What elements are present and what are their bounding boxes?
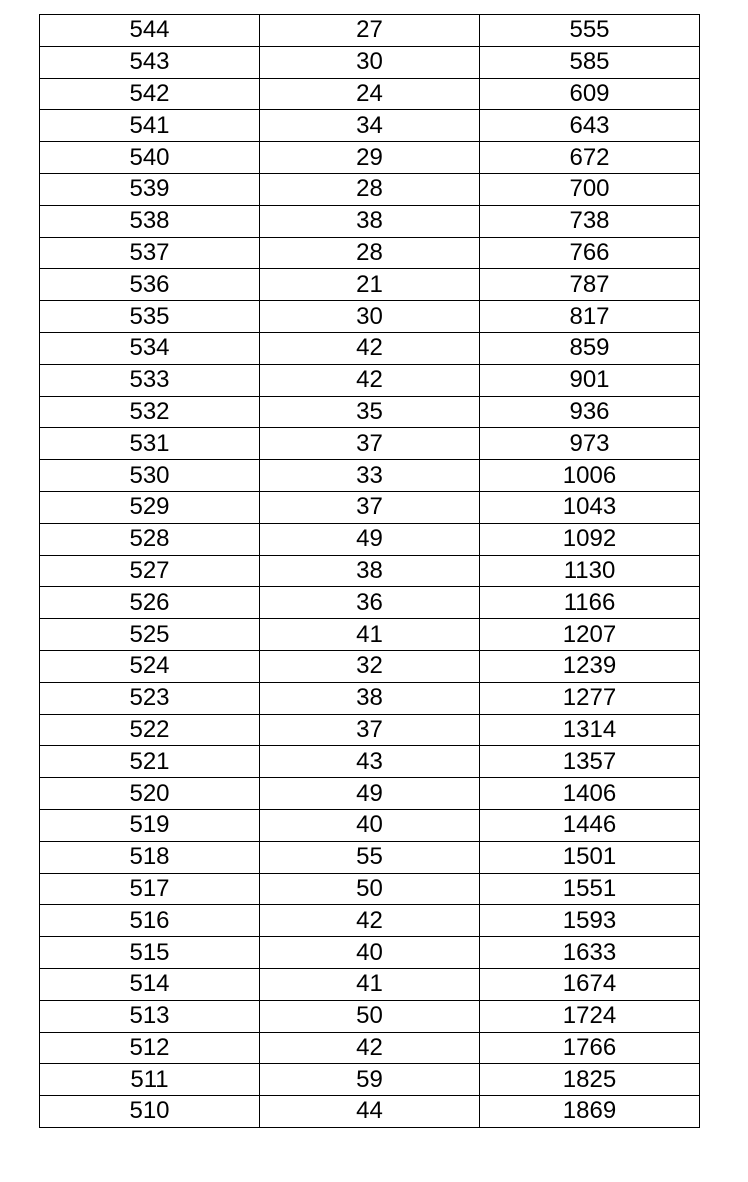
score-cell: 539 xyxy=(40,173,260,205)
score-cell: 535 xyxy=(40,301,260,333)
count-cell: 41 xyxy=(260,968,480,1000)
table-row xyxy=(40,968,700,1000)
cumulative-cell: 973 xyxy=(480,428,700,460)
cumulative-cell: 901 xyxy=(480,364,700,396)
cumulative-cell: 817 xyxy=(480,301,700,333)
count-cell: 37 xyxy=(260,491,480,523)
cumulative-cell: 1166 xyxy=(480,587,700,619)
count-cell: 40 xyxy=(260,937,480,969)
score-cell: 519 xyxy=(40,809,260,841)
table-row xyxy=(40,650,700,682)
table-row xyxy=(40,46,700,78)
table-row xyxy=(40,619,700,651)
cumulative-cell: 555 xyxy=(480,15,700,47)
score-cell: 518 xyxy=(40,841,260,873)
count-cell: 24 xyxy=(260,78,480,110)
count-cell: 38 xyxy=(260,205,480,237)
count-cell: 30 xyxy=(260,46,480,78)
cumulative-cell: 1406 xyxy=(480,778,700,810)
table-row xyxy=(40,523,700,555)
score-cell: 510 xyxy=(40,1096,260,1128)
count-cell: 29 xyxy=(260,142,480,174)
cumulative-cell: 672 xyxy=(480,142,700,174)
cumulative-cell: 1006 xyxy=(480,460,700,492)
score-cell: 520 xyxy=(40,778,260,810)
count-cell: 27 xyxy=(260,15,480,47)
table-row xyxy=(40,301,700,333)
table-row xyxy=(40,78,700,110)
table-row xyxy=(40,15,700,47)
table-row xyxy=(40,396,700,428)
count-cell: 59 xyxy=(260,1064,480,1096)
cumulative-cell: 1501 xyxy=(480,841,700,873)
table-row xyxy=(40,937,700,969)
cumulative-cell: 700 xyxy=(480,173,700,205)
count-cell: 34 xyxy=(260,110,480,142)
count-cell: 40 xyxy=(260,809,480,841)
table-row xyxy=(40,587,700,619)
count-cell: 43 xyxy=(260,746,480,778)
score-cell: 528 xyxy=(40,523,260,555)
score-cell: 530 xyxy=(40,460,260,492)
count-cell: 41 xyxy=(260,619,480,651)
cumulative-cell: 585 xyxy=(480,46,700,78)
cumulative-cell: 1277 xyxy=(480,682,700,714)
score-cell: 537 xyxy=(40,237,260,269)
table-row xyxy=(40,905,700,937)
cumulative-cell: 1239 xyxy=(480,650,700,682)
cumulative-cell: 859 xyxy=(480,332,700,364)
count-cell: 32 xyxy=(260,650,480,682)
table-row xyxy=(40,332,700,364)
score-cell: 524 xyxy=(40,650,260,682)
count-cell: 55 xyxy=(260,841,480,873)
count-cell: 35 xyxy=(260,396,480,428)
score-distribution-table xyxy=(39,14,700,1128)
count-cell: 42 xyxy=(260,364,480,396)
score-cell: 516 xyxy=(40,905,260,937)
table-row xyxy=(40,364,700,396)
table-row xyxy=(40,1064,700,1096)
table-row xyxy=(40,142,700,174)
table-row xyxy=(40,841,700,873)
count-cell: 33 xyxy=(260,460,480,492)
count-cell: 42 xyxy=(260,905,480,937)
score-cell: 511 xyxy=(40,1064,260,1096)
count-cell: 42 xyxy=(260,332,480,364)
score-cell: 521 xyxy=(40,746,260,778)
score-cell: 536 xyxy=(40,269,260,301)
table-row xyxy=(40,428,700,460)
count-cell: 37 xyxy=(260,714,480,746)
score-cell: 542 xyxy=(40,78,260,110)
cumulative-cell: 1357 xyxy=(480,746,700,778)
score-cell: 515 xyxy=(40,937,260,969)
cumulative-cell: 1207 xyxy=(480,619,700,651)
score-cell: 525 xyxy=(40,619,260,651)
score-cell: 544 xyxy=(40,15,260,47)
score-cell: 513 xyxy=(40,1000,260,1032)
cumulative-cell: 1130 xyxy=(480,555,700,587)
cumulative-cell: 738 xyxy=(480,205,700,237)
table-row xyxy=(40,809,700,841)
table-row xyxy=(40,778,700,810)
cumulative-cell: 766 xyxy=(480,237,700,269)
count-cell: 49 xyxy=(260,523,480,555)
score-cell: 529 xyxy=(40,491,260,523)
table-row xyxy=(40,110,700,142)
cumulative-cell: 1724 xyxy=(480,1000,700,1032)
count-cell: 28 xyxy=(260,173,480,205)
count-cell: 36 xyxy=(260,587,480,619)
score-cell: 527 xyxy=(40,555,260,587)
table-row xyxy=(40,205,700,237)
score-cell: 538 xyxy=(40,205,260,237)
count-cell: 44 xyxy=(260,1096,480,1128)
score-cell: 512 xyxy=(40,1032,260,1064)
table-row xyxy=(40,1096,700,1128)
table-row xyxy=(40,746,700,778)
table-row xyxy=(40,1032,700,1064)
cumulative-cell: 1869 xyxy=(480,1096,700,1128)
score-cell: 541 xyxy=(40,110,260,142)
cumulative-cell: 1674 xyxy=(480,968,700,1000)
score-cell: 533 xyxy=(40,364,260,396)
count-cell: 30 xyxy=(260,301,480,333)
score-cell: 522 xyxy=(40,714,260,746)
cumulative-cell: 1766 xyxy=(480,1032,700,1064)
count-cell: 38 xyxy=(260,555,480,587)
cumulative-cell: 609 xyxy=(480,78,700,110)
count-cell: 28 xyxy=(260,237,480,269)
score-cell: 543 xyxy=(40,46,260,78)
table-row xyxy=(40,269,700,301)
score-cell: 540 xyxy=(40,142,260,174)
cumulative-cell: 787 xyxy=(480,269,700,301)
score-cell: 532 xyxy=(40,396,260,428)
cumulative-cell: 1593 xyxy=(480,905,700,937)
table-row xyxy=(40,714,700,746)
count-cell: 37 xyxy=(260,428,480,460)
cumulative-cell: 936 xyxy=(480,396,700,428)
cumulative-cell: 1551 xyxy=(480,873,700,905)
table-row xyxy=(40,682,700,714)
score-cell: 517 xyxy=(40,873,260,905)
table-body xyxy=(40,15,700,1128)
score-cell: 526 xyxy=(40,587,260,619)
count-cell: 50 xyxy=(260,873,480,905)
table-row xyxy=(40,237,700,269)
cumulative-cell: 1825 xyxy=(480,1064,700,1096)
count-cell: 50 xyxy=(260,1000,480,1032)
cumulative-cell: 1314 xyxy=(480,714,700,746)
score-cell: 514 xyxy=(40,968,260,1000)
score-cell: 534 xyxy=(40,332,260,364)
table-row xyxy=(40,1000,700,1032)
table-row xyxy=(40,491,700,523)
table-row xyxy=(40,173,700,205)
count-cell: 21 xyxy=(260,269,480,301)
score-cell: 523 xyxy=(40,682,260,714)
cumulative-cell: 1092 xyxy=(480,523,700,555)
table-row xyxy=(40,460,700,492)
count-cell: 42 xyxy=(260,1032,480,1064)
cumulative-cell: 1446 xyxy=(480,809,700,841)
cumulative-cell: 643 xyxy=(480,110,700,142)
score-cell: 531 xyxy=(40,428,260,460)
count-cell: 38 xyxy=(260,682,480,714)
count-cell: 49 xyxy=(260,778,480,810)
table-row xyxy=(40,873,700,905)
cumulative-cell: 1633 xyxy=(480,937,700,969)
cumulative-cell: 1043 xyxy=(480,491,700,523)
table-row xyxy=(40,555,700,587)
